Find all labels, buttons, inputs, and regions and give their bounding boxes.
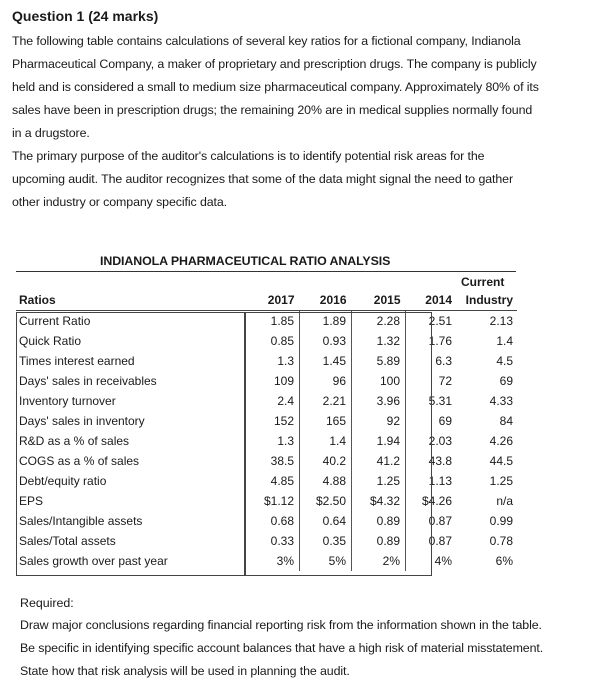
table-row	[16, 411, 517, 431]
ratio-value-2015: 92	[352, 411, 406, 431]
ratio-value-2015: $4.32	[352, 491, 406, 511]
ratio-value-2014: 5.31	[406, 391, 458, 411]
ratio-industry-value: 4.5	[496, 354, 513, 368]
ratio-value-2015: 1.94	[352, 431, 406, 451]
ratio-value-2017: 109	[273, 374, 294, 388]
ratio-label: Current Ratio	[19, 314, 91, 328]
required-line: Draw major conclusions regarding financial reporting risk from the information shown in the table.	[20, 618, 542, 632]
ratio-value-2014: 2.03	[406, 431, 458, 451]
ratio-industry-value: 2.13	[489, 314, 513, 328]
ratio-value-2015: 0.89	[352, 531, 406, 551]
header-2015: 2015	[352, 290, 406, 311]
ratio-value-2014: 2.51	[406, 311, 458, 332]
purpose-line: The primary purpose of the auditor's calculations is to identify potential risk areas for the	[12, 149, 485, 163]
ratio-value-2017: 2.4	[277, 394, 294, 408]
ratio-industry-value: 44.5	[489, 454, 513, 468]
ratio-industry-value: 69	[499, 374, 513, 388]
intro-line: The following table contains calculations of several key ratios for a fictional company, Indianola	[12, 34, 521, 48]
ratio-value-2017: 0.33	[270, 534, 294, 548]
ratio-value-2014: 43.8	[406, 451, 458, 471]
ratio-value-2016: 0.64	[300, 511, 352, 531]
ratio-label: COGS as a % of sales	[19, 454, 140, 468]
current-label: Current	[461, 275, 505, 289]
ratio-value-2014: 69	[406, 411, 458, 431]
ratio-value-2016: 1.89	[300, 311, 352, 332]
ratio-value-2017: 1.3	[277, 434, 294, 448]
table-body	[16, 311, 517, 572]
ratio-value-2017: 0.68	[270, 514, 294, 528]
ratio-value-2017: 3%	[276, 554, 294, 568]
table-row	[16, 531, 517, 551]
purpose-paragraph	[12, 145, 600, 214]
ratio-value-2016: 0.35	[300, 531, 352, 551]
ratio-value-2015: 1.25	[352, 471, 406, 491]
ratio-value-2014: $4.26	[406, 491, 458, 511]
ratio-value-2016: 165	[300, 411, 352, 431]
question-section	[12, 8, 600, 214]
ratio-value-2017: 1.85	[270, 314, 294, 328]
ratio-table	[16, 290, 517, 571]
table-header-row	[16, 290, 517, 311]
ratio-label: Sales growth over past year	[19, 554, 168, 568]
ratio-industry-value: n/a	[496, 494, 513, 508]
table-row	[16, 471, 517, 491]
table-row	[16, 511, 517, 531]
required-line: Be specific in identifying specific account balances that have a high risk of material misstatement.	[20, 641, 544, 655]
intro-line: Pharmaceutical Company, a maker of proprietary and prescription drugs. The company is publicly	[12, 57, 537, 71]
ratio-label: EPS	[19, 494, 44, 508]
header-2016: 2016	[300, 290, 352, 311]
purpose-line: upcoming audit. The auditor recognizes that some of the data might signal the need to gather	[12, 172, 513, 186]
ratio-value-2015: 0.89	[352, 511, 406, 531]
table-row	[16, 351, 517, 371]
ratio-industry-value: 0.99	[489, 514, 513, 528]
question-title: Question 1 (24 marks)	[12, 8, 159, 24]
ratio-industry-value: 1.25	[489, 474, 513, 488]
ratio-value-2015: 41.2	[352, 451, 406, 471]
purpose-line: other industry or company specific data.	[12, 195, 228, 209]
ratio-value-2014: 0.87	[406, 531, 458, 551]
ratio-label: Sales/Total assets	[19, 534, 116, 548]
intro-line: held and is considered a small to medium size pharmaceutical company. Approximately 80% of its	[12, 80, 539, 94]
ratio-value-2017: 1.3	[277, 354, 294, 368]
intro-line: in a drugstore.	[12, 126, 90, 140]
table-row	[16, 331, 517, 351]
ratio-value-2015: 2.28	[352, 311, 406, 332]
ratio-industry-value: 4.33	[489, 394, 513, 408]
header-industry: Industry	[457, 290, 517, 311]
table-row	[16, 391, 517, 411]
ratio-label: Inventory turnover	[19, 394, 116, 408]
ratio-value-2017: $1.12	[263, 494, 294, 508]
ratio-label: Sales/Intangible assets	[19, 514, 143, 528]
table-title: INDIANOLA PHARMACEUTICAL RATIO ANALYSIS	[100, 254, 391, 268]
ratio-value-2017: 38.5	[270, 454, 294, 468]
ratio-value-2017: 152	[273, 414, 294, 428]
ratio-label: Quick Ratio	[19, 334, 82, 348]
table-row	[16, 311, 517, 332]
ratio-value-2015: 100	[352, 371, 406, 391]
ratio-value-2015: 5.89	[352, 351, 406, 371]
table-row	[16, 451, 517, 471]
ratio-value-2014: 6.3	[406, 351, 458, 371]
ratio-value-2014: 1.76	[406, 331, 458, 351]
table-row	[16, 491, 517, 511]
ratio-value-2016: 5%	[300, 551, 352, 571]
ratio-value-2016: 40.2	[300, 451, 352, 471]
ratio-label: Days' sales in receivables	[19, 374, 157, 388]
required-line: State how that risk analysis will be used in planning the audit.	[20, 664, 350, 678]
ratio-industry-value: 4.26	[489, 434, 513, 448]
table-row	[16, 551, 517, 571]
ratio-label: Times interest earned	[19, 354, 135, 368]
ratio-value-2017: 4.85	[270, 474, 294, 488]
ratio-industry-value: 84	[499, 414, 513, 428]
ratio-value-2015: 1.32	[352, 331, 406, 351]
header-ratios: Ratios	[16, 290, 248, 311]
ratio-value-2014: 0.87	[406, 511, 458, 531]
ratio-industry-value: 0.78	[489, 534, 513, 548]
ratio-value-2014: 72	[406, 371, 458, 391]
title-rule	[16, 271, 516, 272]
intro-line: sales have been in prescription drugs; the remaining 20% are in medical supplies normally found	[12, 103, 533, 117]
ratio-value-2014: 1.13	[406, 471, 458, 491]
ratio-value-2016: 4.88	[300, 471, 352, 491]
ratio-label: R&D as a % of sales	[19, 434, 130, 448]
ratio-value-2015: 2%	[352, 551, 406, 571]
ratio-value-2016: 96	[300, 371, 352, 391]
ratio-value-2016: $2.50	[300, 491, 352, 511]
required-heading: Required:	[20, 596, 74, 610]
required-section	[20, 596, 600, 683]
ratio-value-2016: 1.4	[300, 431, 352, 451]
ratio-industry-value: 6%	[495, 554, 513, 568]
ratio-value-2015: 3.96	[352, 391, 406, 411]
ratio-label: Days' sales in inventory	[19, 414, 145, 428]
ratio-industry-value: 1.4	[496, 334, 513, 348]
table-row	[16, 431, 517, 451]
ratio-value-2016: 2.21	[300, 391, 352, 411]
intro-paragraph	[12, 30, 600, 145]
ratio-value-2016: 0.93	[300, 331, 352, 351]
ratio-label: Debt/equity ratio	[19, 474, 107, 488]
header-2014: 2014	[406, 290, 458, 311]
ratio-value-2016: 1.45	[300, 351, 352, 371]
ratio-value-2014: 4%	[406, 551, 458, 571]
table-row	[16, 371, 517, 391]
ratio-value-2017: 0.85	[270, 334, 294, 348]
header-2017: 2017	[248, 290, 300, 311]
